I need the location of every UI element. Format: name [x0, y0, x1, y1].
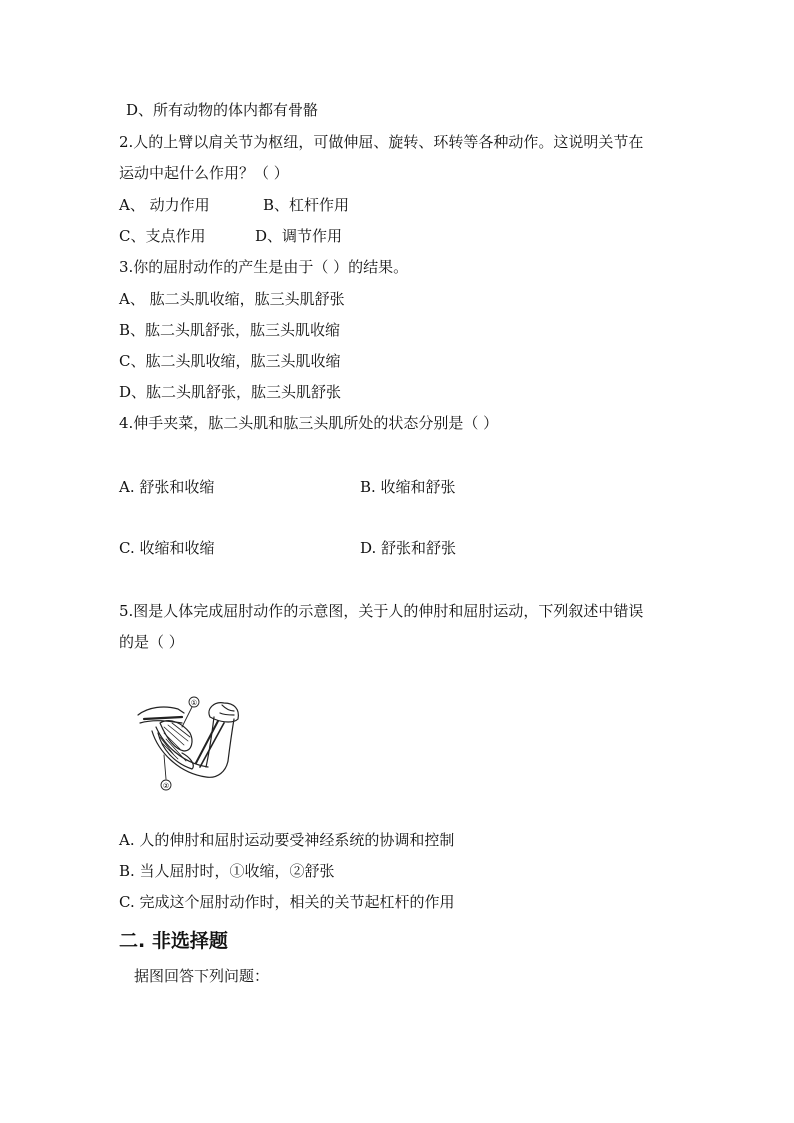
- arm-flexion-diagram: [134, 693, 244, 793]
- q3-option-d: D、肱二头肌舒张，肱三头肌舒张: [119, 383, 342, 401]
- q2-stem-line1: 2.人的上臂以肩关节为枢纽，可做伸屈、旋转、环转等各种动作。这说明关节在: [119, 133, 644, 151]
- q4-option-a: A. 舒张和收缩: [119, 478, 215, 496]
- q2-option-d: D、调节作用: [255, 227, 343, 245]
- q3-option-c: C、肱二头肌收缩，肱三头肌收缩: [119, 352, 341, 370]
- q5-option-a: A. 人的伸肘和屈肘运动要受神经系统的协调和控制: [119, 831, 455, 849]
- q2-options-row1: [119, 194, 350, 216]
- q4-option-b: B. 收缩和舒张: [360, 478, 456, 496]
- q4-option-c: C. 收缩和收缩: [119, 539, 215, 557]
- q4-option-d: D. 舒张和舒张: [360, 539, 457, 557]
- figure-label-2: ②: [162, 782, 170, 790]
- section2-heading: 二. 非选择题: [119, 930, 228, 952]
- q5-option-c: C. 完成这个屈肘动作时，相关的关节起杠杆的作用: [119, 893, 455, 911]
- q2-option-b: B、杠杆作用: [263, 196, 350, 214]
- q5-stem-line1: 5.图是人体完成屈肘动作的示意图，关于人的伸肘和屈肘运动，下列叙述中错误: [119, 602, 644, 620]
- q4-stem: 4.伸手夹菜，肱二头肌和肱三头肌所处的状态分别是（ ）: [119, 414, 499, 432]
- q3-stem: 3.你的屈肘动作的产生是由于（ ）的结果。: [119, 258, 409, 276]
- q2-option-a: A、 动力作用: [119, 196, 210, 214]
- q3-option-b: B、肱二头肌舒张，肱三头肌收缩: [119, 321, 341, 339]
- q5-option-b: B. 当人屈肘时，①收缩，②舒张: [119, 862, 335, 880]
- q2-options-row2: [119, 225, 343, 247]
- q4-options-row2: [119, 537, 457, 559]
- q4-options-row1: [119, 476, 456, 498]
- q3-option-a: A、 肱二头肌收缩，肱三头肌舒张: [119, 290, 345, 308]
- q2-stem-line2: 运动中起什么作用？（ ）: [119, 164, 289, 182]
- q1-option-d: D、所有动物的体内都有骨骼: [126, 101, 319, 119]
- q5-stem-line2: 的是（ ）: [119, 633, 184, 651]
- q2-option-c: C、支点作用: [119, 227, 206, 245]
- figure-label-1: ①: [190, 699, 198, 707]
- section2-instruction: 据图回答下列问题：: [134, 967, 270, 985]
